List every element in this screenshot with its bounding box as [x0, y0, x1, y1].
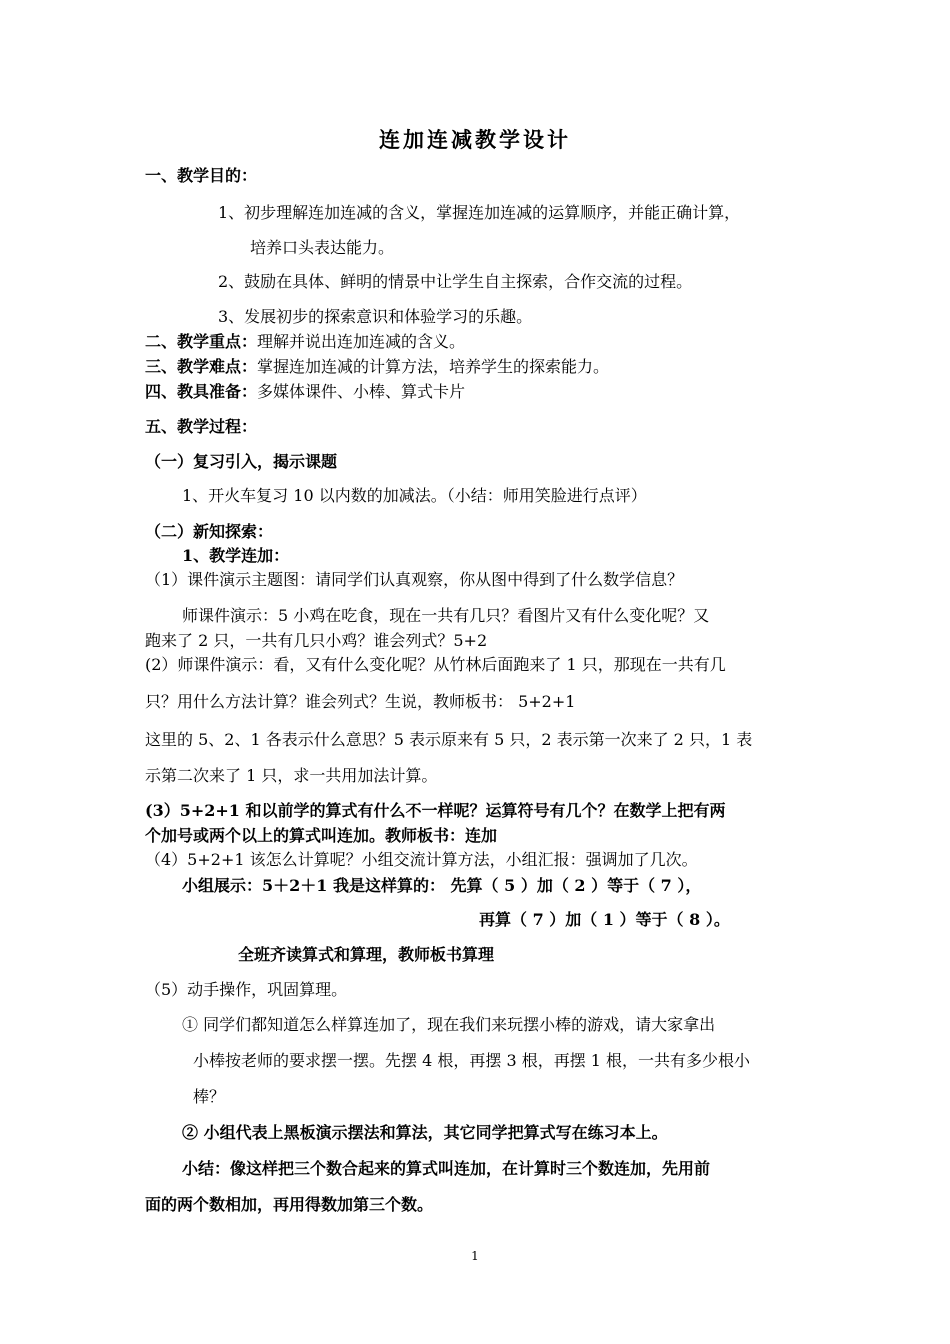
activity-2: ② 小组代表上黑板演示摆法和算法，其它同学把算式写在练习本上。: [182, 1123, 668, 1142]
difficulties-text: 掌握连加连减的计算方法，培养学生的探索能力。: [257, 357, 610, 376]
review-item-1: 1、开火车复习 10 以内数的加减法。（小结：师用笑脸进行点评）: [182, 486, 647, 505]
difficulties-line: [145, 357, 609, 377]
key-points-line: [145, 332, 465, 352]
activity-1-cont: 小棒按老师的要求摆一摆。先摆 4 根，再摆 3 根，再摆 1 根，一共有多少根小: [193, 1051, 751, 1070]
explore-step-1-demo: 师课件演示：5 小鸡在吃食，现在一共有几只？看图片又有什么变化呢？又: [182, 606, 710, 625]
group-display-line-2: 再算（ 7 ）加（ 1 ）等于（ 8 ）。: [479, 910, 730, 929]
section-heading-materials: 四、教具准备：: [145, 382, 258, 401]
explore-step-1: （1）课件演示主题图：请同学们认真观察，你从图中得到了什么数学信息？: [145, 570, 684, 589]
materials-line: [145, 382, 465, 402]
subsection-review: （一）复习引入，揭示课题: [145, 452, 338, 471]
group-display-line-1: 小组展示：5＋2＋1 我是这样算的： 先算（ 5 ）加（ 2 ）等于（ 7 ），: [182, 876, 702, 895]
objective-3: 3、发展初步的探索意识和体验学习的乐趣。: [218, 307, 533, 326]
explore-step-1-demo-cont: 跑来了 2 只，一共有几只小鸡？谁会列式？5+2: [145, 631, 488, 650]
activity-1-cont-2: 棒？: [193, 1087, 226, 1106]
explore-heading-add: 1、教学连加：: [182, 546, 290, 565]
objective-1-cont: 培养口头表达能力。: [250, 238, 395, 257]
explore-step-3: (3）5+2+1 和以前学的算式有什么不一样呢？运算符号有几个？在数学上把有两: [145, 801, 726, 820]
explore-step-2-meaning-cont: 示第二次来了 1 只，求一共用加法计算。: [145, 766, 438, 785]
summary-cont: 面的两个数相加，再用得数加第三个数。: [145, 1195, 434, 1214]
section-heading-process: 五、教学过程：: [145, 417, 258, 436]
explore-step-2-cont: 只？用什么方法计算？谁会列式？生说，教师板书： 5+2+1: [145, 692, 576, 711]
section-heading-difficulties: 三、教学难点：: [145, 357, 258, 376]
subsection-explore: （二）新知探索：: [145, 522, 274, 541]
explore-step-4: （4）5+2+1 该怎么计算呢？小组交流计算方法，小组汇报：强调加了几次。: [145, 850, 698, 869]
activity-1: ① 同学们都知道怎么样算连加了，现在我们来玩摆小棒的游戏，请大家拿出: [182, 1015, 716, 1034]
objective-1: 1、初步理解连加连减的含义，掌握连加连减的运算顺序，并能正确计算，: [218, 203, 741, 222]
materials-text: 多媒体课件、小棒、算式卡片: [257, 382, 466, 401]
objective-2: 2、鼓励在具体、鲜明的情景中让学生自主探索，合作交流的过程。: [218, 272, 693, 291]
explore-step-3-cont: 个加号或两个以上的算式叫连加。教师板书：连加: [145, 826, 498, 845]
page-number: 1: [471, 1249, 479, 1263]
explore-step-5: （5）动手操作，巩固算理。: [145, 980, 348, 999]
class-read-aloud: 全班齐读算式和算理，教师板书算理: [238, 945, 495, 964]
document-title: 连加连减教学设计: [379, 127, 571, 152]
summary: 小结：像这样把三个数合起来的算式叫连加，在计算时三个数连加，先用前: [182, 1159, 711, 1178]
section-heading-key-points: 二、教学重点：: [145, 332, 258, 351]
explore-step-2-meaning: 这里的 5、2、1 各表示什么意思？5 表示原来有 5 只，2 表示第一次来了 2 只，1 表: [145, 730, 753, 749]
section-heading-objectives: 一、教学目的：: [145, 166, 258, 185]
explore-step-2: (2）师课件演示：看，又有什么变化呢？从竹林后面跑来了 1 只，那现在一共有几: [145, 655, 726, 674]
key-points-text: 理解并说出连加连减的含义。: [257, 332, 466, 351]
